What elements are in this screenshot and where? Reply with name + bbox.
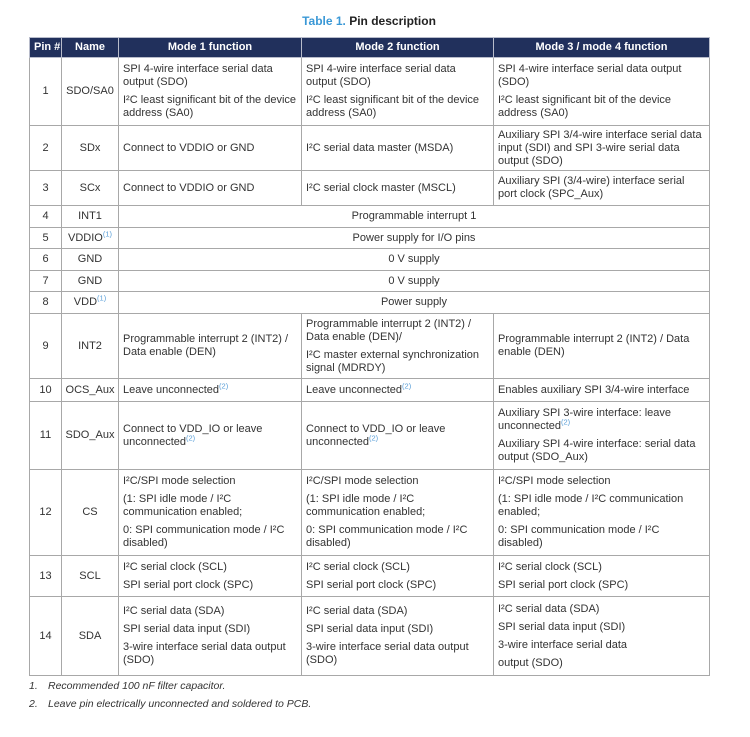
pin-number-cell: 11 <box>30 402 62 470</box>
function-text: Connect to VDDIO or GND <box>123 181 255 194</box>
pin-number-cell: 12 <box>30 470 62 556</box>
function-paragraph <box>498 621 705 634</box>
pin-number-cell: 8 <box>30 292 62 314</box>
function-paragraph <box>306 63 489 89</box>
function-text: Connect to VDD_IO or leave unconnected <box>306 422 446 448</box>
table-row-pin-11 <box>30 402 710 470</box>
header-mode3-4: Mode 3 / mode 4 function <box>494 38 710 58</box>
function-paragraph <box>498 94 705 120</box>
header-mode1: Mode 1 function <box>119 38 302 58</box>
function-paragraph <box>498 333 705 359</box>
function-paragraph <box>123 94 297 120</box>
table-row-pin-14 <box>30 597 710 676</box>
function-text: Programmable interrupt 1 <box>351 210 477 222</box>
function-text: Auxiliary SPI 3-wire interface: leave unconnected <box>498 407 672 432</box>
function-text: I²C serial clock master (MSCL) <box>306 181 456 194</box>
merged-function-cell <box>119 206 710 228</box>
pin-name: SDA <box>78 629 102 642</box>
function-text: Programmable interrupt 2 (INT2) / Data enable (DEN) <box>123 333 289 358</box>
pin-name: INT2 <box>78 339 102 352</box>
function-text: Connect to VDDIO or GND <box>123 141 255 154</box>
function-text: Leave unconnected <box>123 383 220 396</box>
function-text: Programmable interrupt 2 (INT2) / Data enable (DEN) <box>498 333 690 358</box>
mode-1-function-cell <box>119 402 302 470</box>
function-paragraph <box>306 493 489 519</box>
mode-2-function-cell <box>302 171 494 206</box>
footnote-ref: (2) <box>402 380 412 390</box>
function-paragraph <box>123 333 297 359</box>
function-paragraph <box>306 423 489 449</box>
function-text: I²C least significant bit of the device address (SA0) <box>306 94 480 119</box>
footnote-1 <box>29 677 709 695</box>
function-text: I²C serial data (SDA) <box>123 605 225 617</box>
function-paragraph <box>306 623 489 636</box>
pin-number-cell: 7 <box>30 271 62 292</box>
function-paragraph <box>498 129 705 168</box>
function-paragraph <box>498 579 705 592</box>
pin-number-cell: 1 <box>30 58 62 126</box>
function-paragraph <box>498 493 705 519</box>
function-paragraph <box>498 603 705 616</box>
header-name: Name <box>62 38 119 58</box>
function-text: SPI 4-wire interface serial data output (SDO) <box>306 63 456 88</box>
function-paragraph <box>123 623 297 636</box>
function-paragraph <box>498 475 705 488</box>
function-text: Programmable interrupt 2 (INT2) / Data enable (DEN)/ <box>306 317 472 343</box>
table-row-pin-2 <box>30 126 710 171</box>
function-text: SPI serial data input (SDI) <box>498 620 626 633</box>
function-paragraph <box>498 524 705 550</box>
function-text: SPI serial data input (SDI) <box>306 623 434 635</box>
function-paragraph <box>123 142 297 155</box>
pin-name-cell <box>62 58 119 126</box>
pin-name-cell <box>62 597 119 676</box>
pin-number-cell: 13 <box>30 556 62 597</box>
function-paragraph <box>306 561 489 574</box>
pin-name-cell <box>62 249 119 271</box>
mode-2-function-cell <box>302 126 494 171</box>
table-title-label: Table 1. <box>302 14 346 28</box>
header-mode2: Mode 2 function <box>302 38 494 58</box>
function-text: I²C least significant bit of the device address (SA0) <box>123 94 297 119</box>
table-row-pin-4 <box>30 206 710 228</box>
function-text: I²C/SPI mode selection <box>123 475 236 487</box>
table-title <box>29 14 709 29</box>
footnote-text: Recommended 100 nF filter capacitor. <box>48 680 226 692</box>
mode-2-function-cell <box>302 556 494 597</box>
function-text: 0: SPI communication mode / I²C disabled) <box>498 524 660 549</box>
footnote-2 <box>29 695 709 713</box>
mode-3-function-cell <box>494 402 710 470</box>
function-text: I²C serial clock (SCL) <box>498 560 602 573</box>
pin-name-cell <box>62 470 119 556</box>
pin-name: GND <box>77 274 103 287</box>
table-row-pin-7 <box>30 271 710 292</box>
mode-3-function-cell <box>494 379 710 402</box>
function-text: I²C least significant bit of the device address (SA0) <box>498 94 672 119</box>
mode-2-function-cell <box>302 58 494 126</box>
function-text: SPI serial port clock (SPC) <box>123 578 254 591</box>
mode-3-function-cell <box>494 126 710 171</box>
pin-name: GND <box>77 253 103 265</box>
function-text: 0: SPI communication mode / I²C disabled) <box>123 524 285 549</box>
function-paragraph <box>123 579 297 592</box>
pin-name: OCS_Aux <box>65 383 115 396</box>
pin-name: SCx <box>79 181 101 194</box>
function-text: Power supply for I/O pins <box>352 231 476 244</box>
function-paragraph <box>306 524 489 550</box>
footnote-ref: (2) <box>186 432 196 442</box>
function-paragraph <box>123 475 297 488</box>
pin-name: SDx <box>79 141 101 154</box>
footnote-text: Leave pin electrically unconnected and soldered to PCB. <box>48 698 312 710</box>
function-text: 0: SPI communication mode / I²C disabled) <box>306 524 468 549</box>
function-paragraph <box>123 561 297 574</box>
function-text: I²C master external synchronization signal (MDRDY) <box>306 348 480 374</box>
table-row-pin-9 <box>30 314 710 379</box>
pin-name: VDDIO <box>67 231 103 244</box>
function-paragraph <box>123 605 297 618</box>
function-paragraph <box>123 524 297 550</box>
function-text: I²C serial data (SDA) <box>306 605 408 617</box>
merged-function-cell <box>119 249 710 271</box>
footnote-ref: (2) <box>561 417 571 427</box>
function-paragraph <box>498 407 705 433</box>
function-paragraph <box>123 493 297 519</box>
function-text: SPI serial port clock (SPC) <box>498 578 629 591</box>
footnote-ref: (2) <box>369 432 379 442</box>
function-text: Auxiliary SPI 4-wire interface: serial data output (SDO_Aux) <box>498 438 696 463</box>
mode-2-function-cell <box>302 379 494 402</box>
footnote-ref: (1) <box>97 293 107 303</box>
merged-function-cell <box>119 271 710 292</box>
table-row-pin-10 <box>30 379 710 402</box>
table-row-pin-13 <box>30 556 710 597</box>
function-text: I²C/SPI mode selection <box>306 475 419 487</box>
mode-2-function-cell <box>302 470 494 556</box>
footnotes <box>29 677 709 713</box>
mode-3-function-cell <box>494 58 710 126</box>
pin-name: SDO/SA0 <box>66 85 114 97</box>
mode-1-function-cell <box>119 597 302 676</box>
mode-2-function-cell <box>302 597 494 676</box>
table-row-pin-8 <box>30 292 710 314</box>
mode-3-function-cell <box>494 314 710 379</box>
pin-name-cell <box>62 292 119 314</box>
pin-number-cell: 6 <box>30 249 62 271</box>
mode-1-function-cell <box>119 126 302 171</box>
function-text: Power supply <box>380 296 448 308</box>
mode-1-function-cell <box>119 379 302 402</box>
function-paragraph <box>306 641 489 667</box>
pin-number-cell: 14 <box>30 597 62 676</box>
pin-number-cell: 9 <box>30 314 62 379</box>
table-row-pin-12 <box>30 470 710 556</box>
footnote-ref: (2) <box>219 380 229 390</box>
function-paragraph <box>498 384 705 397</box>
header-row <box>30 38 710 58</box>
function-text: Auxiliary SPI 3/4-wire interface serial data input (SDI) and SPI 3-wire serial data output (SDO) <box>498 128 702 167</box>
function-text: 0 V supply <box>388 274 440 287</box>
merged-function-cell <box>119 292 710 314</box>
function-text: (1: SPI idle mode / I²C communication enabled; <box>123 493 243 518</box>
function-paragraph <box>306 318 489 344</box>
function-paragraph <box>306 605 489 618</box>
function-paragraph <box>123 63 297 89</box>
function-text: I²C/SPI mode selection <box>498 475 611 487</box>
function-paragraph <box>498 175 705 201</box>
function-paragraph <box>498 63 705 89</box>
function-paragraph <box>306 579 489 592</box>
function-text: Connect to VDD_IO or leave unconnected <box>123 422 263 448</box>
mode-1-function-cell <box>119 556 302 597</box>
function-text: Enables auxiliary SPI 3/4-wire interface <box>498 383 690 396</box>
function-text: I²C serial clock (SCL) <box>306 560 410 573</box>
pin-name: VDD <box>73 296 98 308</box>
merged-function-cell <box>119 228 710 249</box>
function-paragraph <box>123 182 297 195</box>
pin-name-cell <box>62 171 119 206</box>
mode-1-function-cell <box>119 58 302 126</box>
mode-1-function-cell <box>119 171 302 206</box>
footnote-number: 1. <box>29 680 38 692</box>
function-text: SPI serial port clock (SPC) <box>306 578 437 591</box>
function-text: SPI serial data input (SDI) <box>123 623 251 635</box>
pin-name-cell <box>62 126 119 171</box>
mode-3-function-cell <box>494 556 710 597</box>
header-pin: Pin # <box>30 38 62 58</box>
function-text: (1: SPI idle mode / I²C communication enabled; <box>498 493 684 518</box>
function-text: SPI 4-wire interface serial data output (SDO) <box>123 63 273 88</box>
function-paragraph <box>498 639 705 652</box>
function-text: 3-wire interface serial data <box>498 638 628 651</box>
function-paragraph <box>306 94 489 120</box>
pin-name-cell <box>62 379 119 402</box>
function-text: 3-wire interface serial data output (SDO) <box>123 641 286 666</box>
function-paragraph <box>123 423 297 449</box>
function-paragraph <box>498 657 705 670</box>
function-text: I²C serial data master (MSDA) <box>306 141 454 154</box>
function-text: output (SDO) <box>498 656 563 669</box>
pin-name: SDO_Aux <box>65 429 115 441</box>
function-paragraph <box>306 182 489 195</box>
function-paragraph <box>306 380 489 397</box>
function-text: Leave unconnected <box>306 383 403 396</box>
function-text: I²C serial clock (SCL) <box>123 560 227 573</box>
pin-name-cell <box>62 206 119 228</box>
function-text: I²C serial data (SDA) <box>498 602 600 615</box>
footnote-number: 2. <box>29 698 38 710</box>
function-paragraph <box>498 438 705 464</box>
function-text: SPI 4-wire interface serial data output (SDO) <box>498 63 682 88</box>
pin-number-cell: 2 <box>30 126 62 171</box>
mode-1-function-cell <box>119 314 302 379</box>
function-text: (1: SPI idle mode / I²C communication enabled; <box>306 493 426 518</box>
pin-number-cell: 10 <box>30 379 62 402</box>
pin-name: CS <box>82 506 98 518</box>
mode-2-function-cell <box>302 402 494 470</box>
function-text: 3-wire interface serial data output (SDO) <box>306 641 469 666</box>
pin-name-cell <box>62 271 119 292</box>
table-title-text: Pin description <box>349 14 436 28</box>
table-row-pin-5 <box>30 228 710 249</box>
pin-name: INT1 <box>78 210 102 222</box>
mode-1-function-cell <box>119 470 302 556</box>
function-paragraph <box>306 475 489 488</box>
pin-description-table <box>29 37 710 676</box>
pin-number-cell: 3 <box>30 171 62 206</box>
pin-name: SCL <box>79 569 101 582</box>
function-paragraph <box>306 142 489 155</box>
function-paragraph <box>123 380 297 397</box>
function-paragraph <box>498 561 705 574</box>
table-row-pin-1 <box>30 58 710 126</box>
mode-3-function-cell <box>494 470 710 556</box>
mode-3-function-cell <box>494 597 710 676</box>
footnote-ref: (1) <box>102 228 112 238</box>
pin-name-cell <box>62 556 119 597</box>
table-row-pin-6 <box>30 249 710 271</box>
pin-name-cell <box>62 228 119 249</box>
table-row-pin-3 <box>30 171 710 206</box>
mode-3-function-cell <box>494 171 710 206</box>
function-paragraph <box>306 349 489 375</box>
pin-number-cell: 4 <box>30 206 62 228</box>
pin-number-cell: 5 <box>30 228 62 249</box>
mode-2-function-cell <box>302 314 494 379</box>
table-body <box>30 58 710 676</box>
function-text: Auxiliary SPI (3/4-wire) interface serial port clock (SPC_Aux) <box>498 175 685 200</box>
function-paragraph <box>123 641 297 667</box>
pin-name-cell <box>62 314 119 379</box>
pin-name-cell <box>62 402 119 470</box>
function-text: 0 V supply <box>388 253 440 265</box>
